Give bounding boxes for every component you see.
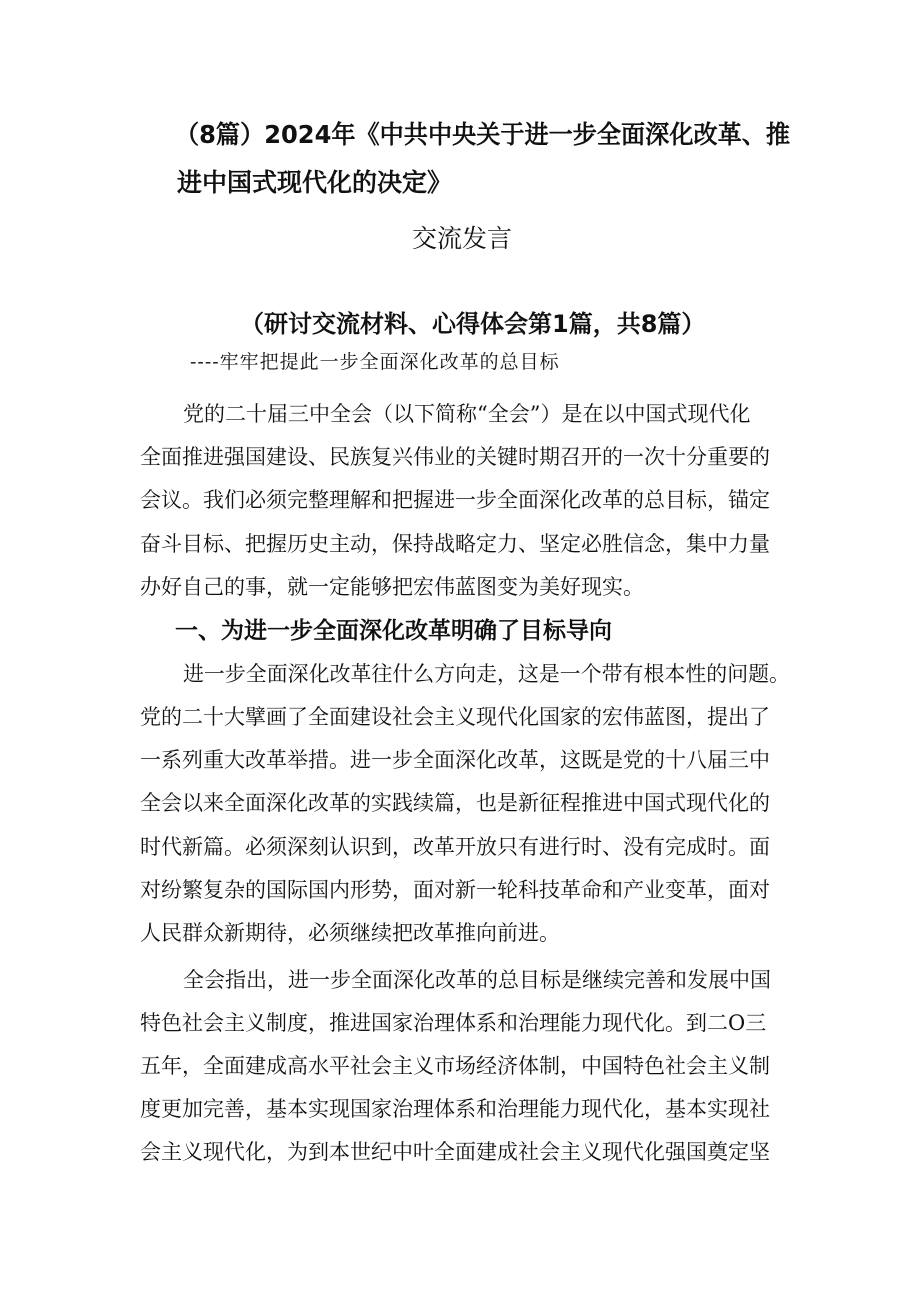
para2-line-5: 时代新篇。必须深刻认识到，改革开放只有进行时、没有完成时。面 bbox=[140, 835, 770, 859]
document-subtitle: （研讨交流材料、心得体会第1篇，共8篇） bbox=[240, 310, 706, 338]
document-title-line-3: 交流发言 bbox=[412, 224, 513, 253]
para3-line-2: 特色社会主义制度，推进国家治理体系和治理能力现代化。到二O三 bbox=[140, 1011, 767, 1035]
para2-line-1: 进一步全面深化改革往什么方向走，这是一个带有根本性的问题。 bbox=[183, 662, 790, 686]
para3-line-5: 会主义现代化，为到本世纪中叶全面建成社会主义现代化强国奠定坚 bbox=[140, 1140, 770, 1164]
document-title-line-2: 进中国式现代化的决定》 bbox=[177, 168, 453, 197]
para1-line-3: 会议。我们必须完整理解和把握进一步全面深化改革的总目标，锚定 bbox=[140, 488, 770, 512]
para2-line-2: 党的二十大擘画了全面建设社会主义现代化国家的宏伟蓝图，提出了 bbox=[140, 705, 770, 729]
para1-line-2: 全面推进强国建设、民族复兴伟业的关键时期召开的一次十分重要的 bbox=[140, 445, 770, 469]
section-heading-1: 一、为进一步全面深化改革明确了目标导向 bbox=[175, 618, 612, 644]
document-title-line-1: （8篇）2024年《中共中央关于进一步全面深化改革、推 bbox=[175, 120, 791, 149]
para3-line-3: 五年，全面建成高水平社会主义市场经济体制，中国特色社会主义制 bbox=[140, 1054, 770, 1078]
para2-line-7: 人民群众新期待，必须继续把改革推向前进。 bbox=[140, 921, 560, 945]
para1-line-1: 党的二十届三中全会（以下简称“全会”）是在以中国式现代化 bbox=[183, 402, 751, 426]
para2-line-6: 对纷繁复杂的国际国内形势，面对新一轮科技革命和产业变革，面对 bbox=[140, 878, 770, 902]
para2-line-3: 一系列重大改革举措。进一步全面深化改革，这既是党的十八届三中 bbox=[140, 748, 770, 772]
para3-line-1: 全会指出，进一步全面深化改革的总目标是继续完善和发展中国 bbox=[183, 968, 771, 992]
para3-line-4: 度更加完善，基本实现国家治理体系和治理能力现代化，基本实现社 bbox=[140, 1097, 770, 1121]
para1-line-5: 办好自己的事，就一定能够把宏伟蓝图变为美好现实。 bbox=[140, 575, 644, 599]
para2-line-4: 全会以来全面深化改革的实践续篇，也是新征程推进中国式现代化的 bbox=[140, 791, 770, 815]
document-theme-line: ----牢牢把提此一步全面深化改革的总目标 bbox=[190, 351, 560, 373]
para1-line-4: 奋斗目标、把握历史主动，保持战略定力、坚定必胜信念，集中力量 bbox=[140, 532, 770, 556]
